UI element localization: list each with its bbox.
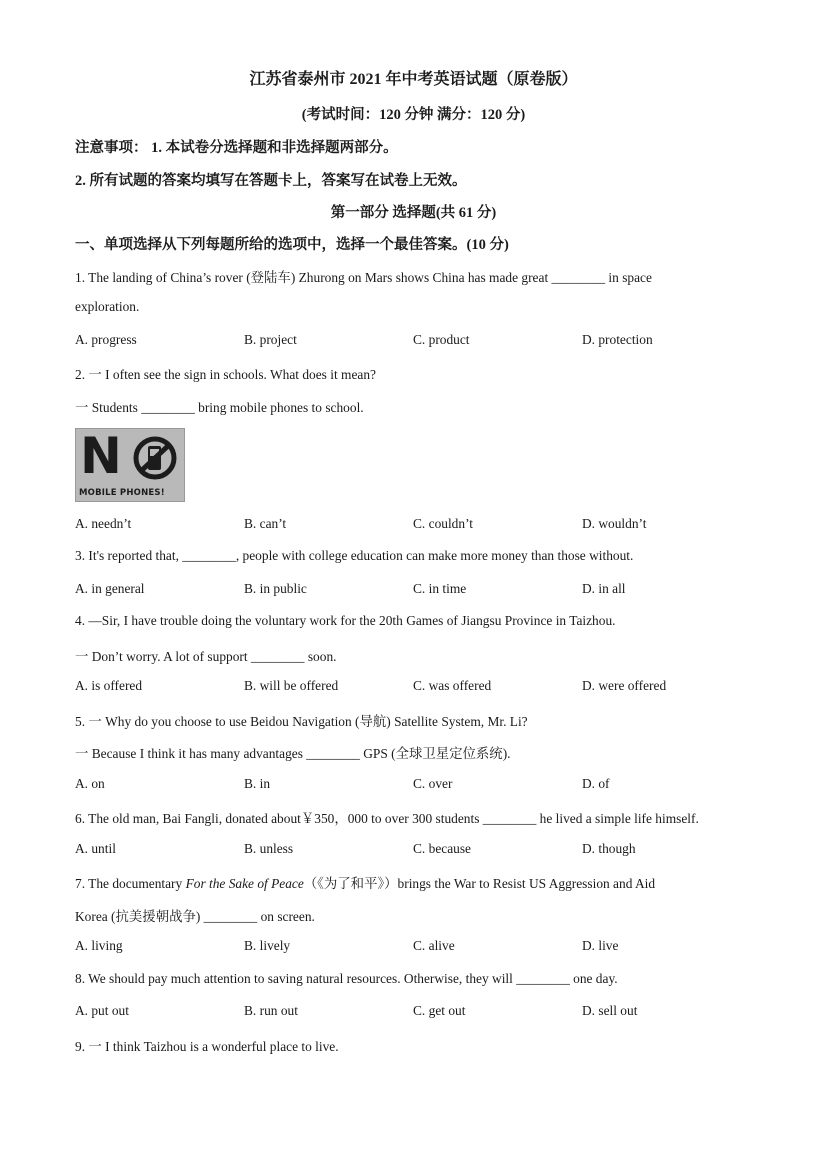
option-b: B. run out [244, 1003, 298, 1018]
question-7-stem [75, 873, 655, 892]
question-9-stem: 9. 一 I think Taizhou is a wonderful place to live. [75, 1039, 339, 1054]
option-b: B. in [244, 776, 271, 791]
notice-line-1: 注意事项： 1. 本试卷分选择题和非选择题两部分。 [75, 140, 398, 156]
option-d: D. in all [582, 581, 626, 596]
sign-letter: N [80, 427, 122, 485]
question-7-suffix: （《为了和平》）brings the War to Resist US Aggression and Aid [303, 876, 656, 891]
option-d: D. wouldn’t [582, 516, 647, 531]
question-7-prefix: 7. The documentary [75, 876, 186, 891]
option-a: A. living [75, 938, 123, 953]
question-5-stem: 5. 一 Why do you choose to use Beidou Navigation (导航) Satellite System, Mr. Li? [75, 714, 528, 729]
option-a: A. put out [75, 1003, 129, 1018]
option-d: D. protection [582, 332, 653, 347]
option-d: D. sell out [582, 1003, 638, 1018]
exam-title: 江苏省泰州市 2021 年中考英语试题（原卷版） [249, 71, 578, 88]
option-b: B. unless [244, 841, 294, 856]
option-c: C. get out [413, 1003, 466, 1018]
question-3-stem: 3. It's reported that, ________, people with college education can make more money than those without. [75, 548, 634, 563]
option-a: A. is offered [75, 678, 143, 693]
option-d: D. were offered [582, 678, 667, 693]
option-d: D. of [582, 776, 610, 791]
question-4-stem-cont: 一 Don’t worry. A lot of support ________ soon. [75, 649, 337, 664]
no-mobile-phones-sign [75, 428, 185, 502]
part-title: 第一部分 选择题(共 61 分) [330, 205, 497, 221]
option-d: D. though [582, 841, 636, 856]
option-a: A. until [75, 841, 116, 856]
question-8-stem: 8. We should pay much attention to saving natural resources. Otherwise, they will ________ one day. [75, 971, 618, 986]
option-b: B. project [244, 332, 297, 347]
section-heading: 一、单项选择从下列每题所给的选项中，选择一个最佳答案。(10 分) [75, 237, 509, 253]
option-d: D. live [582, 938, 619, 953]
option-a: A. on [75, 776, 105, 791]
notice-line-2: 2. 所有试题的答案均填写在答题卡上，答案写在试卷上无效。 [75, 173, 467, 189]
question-5-stem-cont: 一 Because I think it has many advantages ________ GPS (全球卫星定位系统). [75, 746, 511, 761]
option-c: C. because [413, 841, 472, 856]
option-a: A. progress [75, 332, 137, 347]
option-b: B. will be offered [244, 678, 339, 693]
question-1-stem-cont: exploration. [75, 299, 140, 314]
option-b: B. lively [244, 938, 291, 953]
no-phone-icon [132, 435, 178, 481]
documentary-title: For the Sake of Peace [185, 876, 304, 891]
question-2-stem: 2. 一 I often see the sign in schools. What does it mean? [75, 367, 376, 382]
question-1-stem: 1. The landing of China’s rover (登陆车) Zhurong on Mars shows China has made great ________ in space [75, 270, 652, 285]
option-c: C. over [413, 776, 453, 791]
option-b: B. can’t [244, 516, 287, 531]
sign-caption: MOBILE PHONES! [79, 488, 165, 498]
option-a: A. in general [75, 581, 145, 596]
question-2-stem-cont: 一 Students ________ bring mobile phones to school. [75, 400, 364, 415]
option-c: C. was offered [413, 678, 492, 693]
option-b: B. in public [244, 581, 307, 596]
question-6-stem: 6. The old man, Bai Fangli, donated about￥350，000 to over 300 students ________ he lived a simple life himself. [75, 811, 699, 826]
option-c: C. in time [413, 581, 467, 596]
option-c: C. product [413, 332, 470, 347]
question-4-stem: 4. —Sir, I have trouble doing the voluntary work for the 20th Games of Jiangsu Province in Taizhou. [75, 613, 616, 628]
option-a: A. needn’t [75, 516, 132, 531]
exam-info: (考试时间：120 分钟 满分：120 分) [301, 107, 526, 123]
option-c: C. alive [413, 938, 455, 953]
question-7-stem-cont: Korea (抗美援朝战争) ________ on screen. [75, 909, 315, 924]
option-c: C. couldn’t [413, 516, 474, 531]
